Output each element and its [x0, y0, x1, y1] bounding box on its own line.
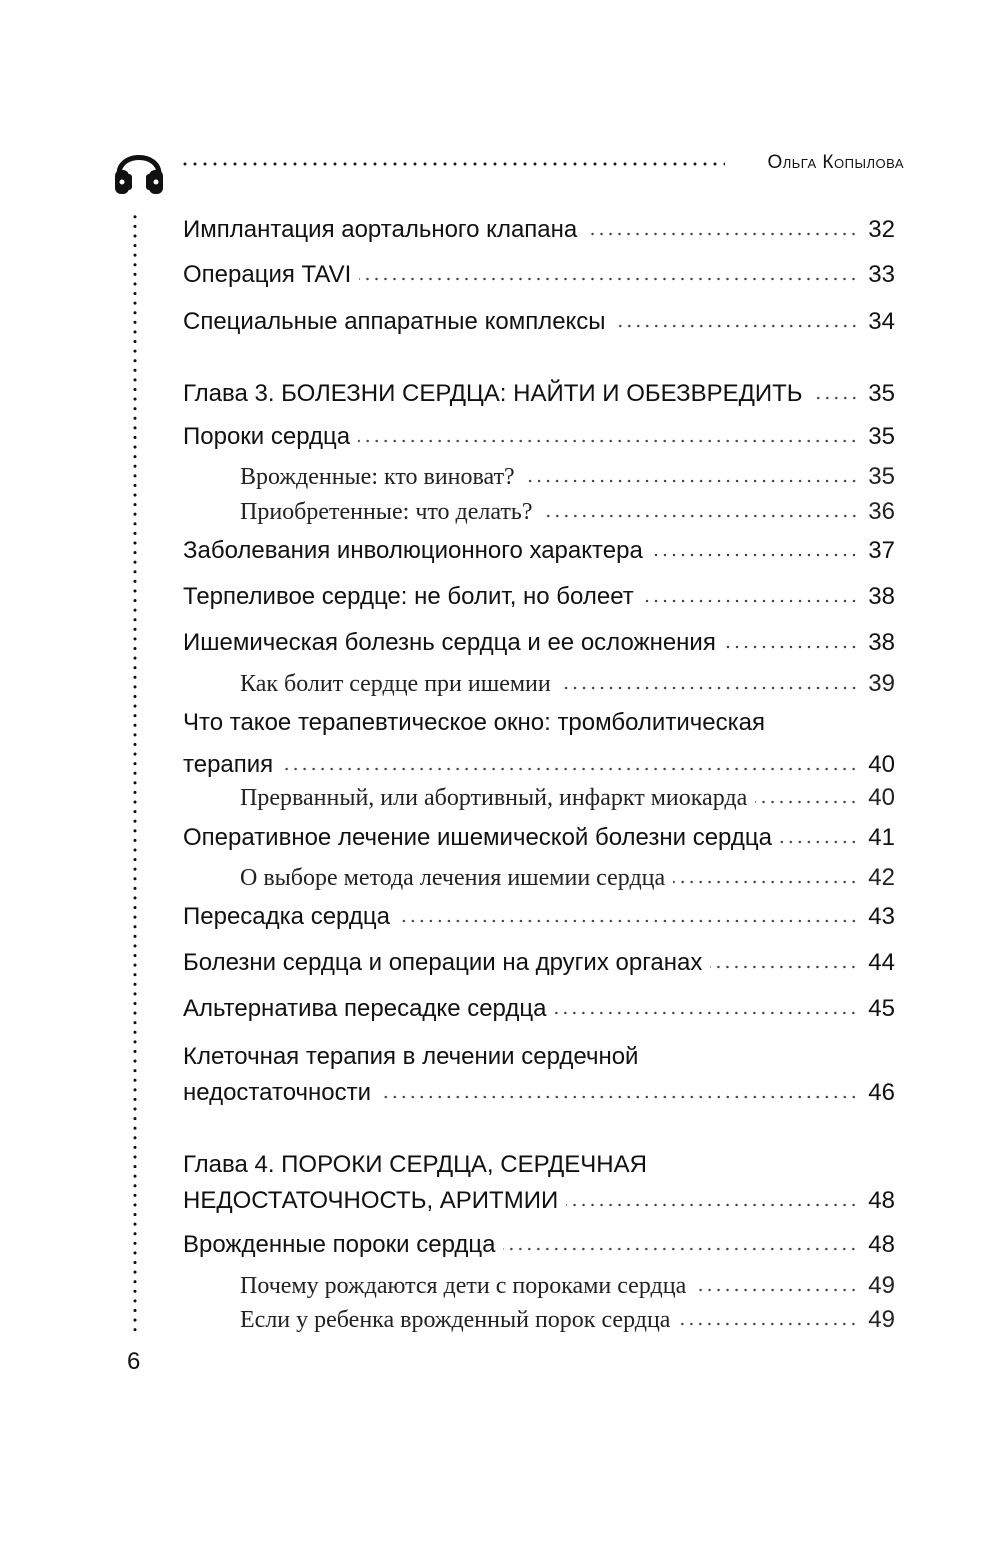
toc-subentry[interactable]: [240, 461, 895, 493]
toc-entry-page: 38: [868, 629, 895, 656]
toc-subentry[interactable]: [240, 1304, 895, 1336]
toc-entry-title-line-2: терапия: [183, 751, 274, 778]
toc-entry-title: Пороки сердца: [183, 423, 351, 450]
toc-entry-page: 38: [868, 583, 895, 610]
toc-chapter-3[interactable]: [183, 377, 895, 411]
dot-leader: [554, 1010, 858, 1016]
toc-entry-page: 32: [868, 216, 895, 243]
headphones-icon: [113, 140, 165, 198]
dot-leader: [724, 644, 858, 650]
toc-entry[interactable]: [183, 534, 895, 568]
toc-entry-title: Операция TAVI: [183, 261, 352, 288]
dot-leader: [358, 438, 858, 444]
dot-leader: [281, 766, 858, 772]
toc-entry-title: О выборе метода лечения ишемии сердца: [240, 865, 666, 891]
toc-entry-page: 45: [868, 995, 895, 1022]
toc-entry-page: 35: [868, 463, 895, 490]
running-head-author: Ольга Копылова: [767, 152, 904, 173]
toc-subentry[interactable]: [240, 862, 895, 894]
toc-entry-page: 49: [868, 1272, 895, 1299]
dot-leader: [541, 513, 859, 519]
dot-leader: [811, 395, 859, 401]
dot-leader: [585, 231, 858, 237]
dot-leader: [379, 1094, 858, 1100]
toc-subentry[interactable]: [240, 782, 895, 814]
toc-entry[interactable]: [183, 706, 895, 782]
toc-entry-page: 40: [868, 784, 895, 811]
dot-leader: [780, 839, 858, 845]
toc-entry[interactable]: [183, 580, 895, 614]
dot-leader: [642, 598, 859, 604]
dot-leader: [710, 964, 858, 970]
dot-leader: [755, 799, 858, 805]
page-number: 6: [127, 1348, 141, 1375]
toc-entry-page: 48: [868, 1231, 895, 1258]
dot-leader: [398, 918, 858, 924]
side-dotted-rule: [131, 212, 139, 1337]
toc-entry-title: Пересадка сердца: [183, 903, 390, 930]
toc-entry-title: Терпеливое сердце: не болит, но болеет: [183, 583, 634, 610]
toc-entry-title: Ишемическая болезнь сердца и ее осложнения: [183, 629, 716, 656]
toc-entry-page: 34: [868, 308, 895, 335]
toc-entry[interactable]: [183, 305, 895, 339]
dot-leader: [651, 552, 859, 558]
toc-entry-title: Имплантация аортального клапана: [183, 216, 578, 243]
toc-entry-title: Оперативное лечение ишемической болезни сердца: [183, 824, 772, 851]
toc-subentry[interactable]: [240, 1270, 895, 1302]
toc-entry[interactable]: [183, 213, 895, 247]
table-of-contents: [183, 0, 895, 1552]
toc-entry[interactable]: [183, 821, 895, 855]
toc-entry-page: 46: [868, 1079, 895, 1106]
toc-entry-title-line-1: Клеточная терапия в лечении сердечной: [183, 1043, 639, 1070]
toc-chapter-4[interactable]: [183, 1148, 895, 1218]
toc-entry[interactable]: [183, 1040, 895, 1110]
toc-entry[interactable]: [183, 258, 895, 292]
toc-entry[interactable]: [183, 900, 895, 934]
dot-leader: [503, 1246, 858, 1252]
toc-entry-title: Прерванный, или абортивный, инфаркт миокарда: [240, 785, 748, 811]
toc-entry-title-line-2: недостаточности: [183, 1079, 372, 1106]
toc-entry-title: Альтернатива пересадке сердца: [183, 995, 547, 1022]
toc-entry-page: 49: [868, 1306, 895, 1333]
dot-leader: [559, 685, 859, 691]
toc-entry-page: 36: [868, 498, 895, 525]
toc-entry[interactable]: [183, 1228, 895, 1262]
toc-entry-page: 42: [868, 864, 895, 891]
toc-subentry[interactable]: [240, 668, 895, 700]
dot-leader: [614, 323, 859, 329]
dot-leader: [359, 276, 858, 282]
toc-entry-page: 39: [868, 670, 895, 697]
dot-leader: [694, 1287, 858, 1293]
toc-entry-title: Как болит сердце при ишемии: [240, 671, 551, 697]
toc-entry-title: Врожденные пороки сердца: [183, 1231, 496, 1258]
toc-entry-page: 43: [868, 903, 895, 930]
toc-subentry[interactable]: [240, 496, 895, 528]
toc-entry-page: 40: [868, 751, 895, 778]
toc-entry-title: Если у ребенка врожденный порок сердца: [240, 1307, 671, 1333]
toc-entry-page: 33: [868, 261, 895, 288]
dot-leader: [566, 1202, 858, 1208]
toc-entry-title: Заболевания инволюционного характера: [183, 537, 643, 564]
toc-entry[interactable]: [183, 420, 895, 454]
toc-entry-page: 48: [868, 1187, 895, 1214]
toc-chapter-title-line-2: НЕДОСТАТОЧНОСТЬ, АРИТМИИ: [183, 1187, 559, 1214]
toc-entry-page: 44: [868, 949, 895, 976]
toc-entry[interactable]: [183, 946, 895, 980]
toc-entry-title: Приобретенные: что делать?: [240, 499, 533, 525]
toc-entry-title: Болезни сердца и операции на других органах: [183, 949, 703, 976]
dot-leader: [673, 879, 858, 885]
toc-chapter-title: Глава 3. БОЛЕЗНИ СЕРДЦА: НАЙТИ И ОБЕЗВРЕДИТЬ: [183, 380, 803, 407]
toc-entry-page: 35: [868, 423, 895, 450]
toc-entry-title: Почему рождаются дети с пороками сердца: [240, 1273, 687, 1299]
toc-entry-title-line-1: Что такое терапевтическое окно: тромболитическая: [183, 709, 765, 736]
toc-entry-page: 37: [868, 537, 895, 564]
toc-chapter-title-line-1: Глава 4. ПОРОКИ СЕРДЦА, СЕРДЕЧНАЯ: [183, 1151, 647, 1178]
dot-leader: [678, 1321, 858, 1327]
toc-entry-page: 41: [868, 824, 895, 851]
toc-entry[interactable]: [183, 626, 895, 660]
dot-leader: [523, 478, 859, 484]
toc-entry-title: Врожденные: кто виноват?: [240, 464, 515, 490]
toc-entry-title: Специальные аппаратные комплексы: [183, 308, 606, 335]
toc-entry[interactable]: [183, 992, 895, 1026]
toc-entry-page: 35: [868, 380, 895, 407]
